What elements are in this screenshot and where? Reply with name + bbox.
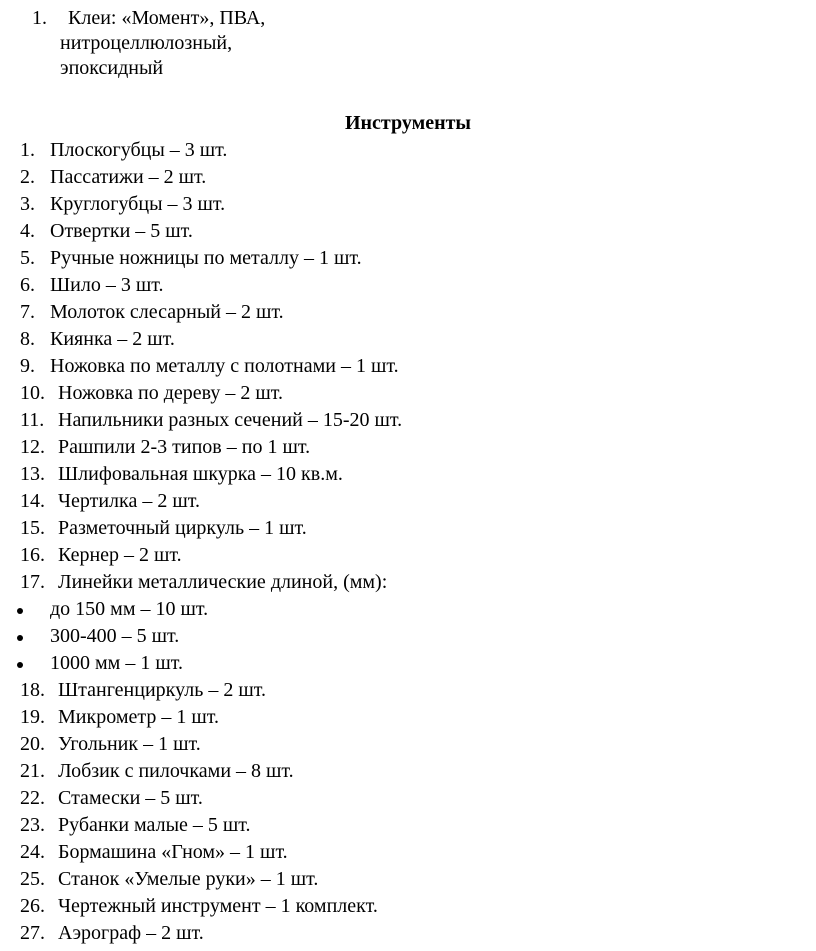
- glue-text: нитроцеллюлозный,: [60, 32, 233, 54]
- list-item-text: Шлифовальная шкурка – 10 кв.м.: [58, 463, 343, 485]
- list-number: 27.: [20, 922, 45, 944]
- list-item-text: Шило – 3 шт.: [50, 274, 164, 296]
- list-item-text: Разметочный циркуль – 1 шт.: [58, 517, 307, 539]
- list-number: 5.: [20, 247, 35, 269]
- list-item-text: Плоскогубцы – 3 шт.: [50, 139, 228, 161]
- list-item-text: 1000 мм – 1 шт.: [50, 652, 183, 674]
- list-number: 3.: [20, 193, 35, 215]
- list-number: 7.: [20, 301, 35, 323]
- glue-text: эпоксидный: [60, 57, 164, 79]
- list-item-text: Ножовка по металлу с полотнами – 1 шт.: [50, 355, 399, 377]
- list-number: 6.: [20, 274, 35, 296]
- list-item-text: Чертежный инструмент – 1 комплект.: [58, 895, 378, 917]
- list-number: 19.: [20, 706, 45, 728]
- list-item-text: Штангенциркуль – 2 шт.: [58, 679, 266, 701]
- list-number: 4.: [20, 220, 35, 242]
- list-number: 25.: [20, 868, 45, 890]
- list-number: 17.: [20, 571, 45, 593]
- list-item-text: Угольник – 1 шт.: [58, 733, 201, 755]
- list-item-text: Напильники разных сечений – 15-20 шт.: [58, 409, 403, 431]
- list-item-text: Чертилка – 2 шт.: [58, 490, 200, 512]
- list-item-text: Бормашина «Гном» – 1 шт.: [58, 841, 288, 863]
- glue-text: Клеи: «Момент», ПВА,: [68, 7, 266, 29]
- list-item-text: Лобзик с пилочками – 8 шт.: [58, 760, 294, 782]
- list-number: 1.: [20, 139, 35, 161]
- list-item-text: Стамески – 5 шт.: [58, 787, 203, 809]
- list-item-text: Пассатижи – 2 шт.: [50, 166, 207, 188]
- list-item-text: Микрометр – 1 шт.: [58, 706, 219, 728]
- list-number: 13.: [20, 463, 45, 485]
- list-number: 11.: [20, 409, 45, 431]
- list-item-text: Станок «Умелые руки» – 1 шт.: [58, 868, 319, 890]
- list-number: 2.: [20, 166, 35, 188]
- list-number: 23.: [20, 814, 45, 836]
- list-item-text: Ручные ножницы по металлу – 1 шт.: [50, 247, 362, 269]
- list-item-text: Отвертки – 5 шт.: [50, 220, 193, 242]
- list-number: 26.: [20, 895, 45, 917]
- list-item-text: Рашпили 2-3 типов – по 1 шт.: [58, 436, 311, 458]
- list-item-text: 300-400 – 5 шт.: [50, 625, 180, 647]
- list-item-text: Линейки металлические длиной, (мм):: [58, 571, 388, 593]
- list-number: 18.: [20, 679, 45, 701]
- bullet-icon: [17, 662, 23, 668]
- list-number: 10.: [20, 382, 45, 404]
- list-number: 15.: [20, 517, 45, 539]
- list-number: 1.: [32, 7, 47, 29]
- list-item-text: Ножовка по дереву – 2 шт.: [58, 382, 284, 404]
- list-number: 21.: [20, 760, 45, 782]
- list-item-text: до 150 мм – 10 шт.: [50, 598, 209, 620]
- list-number: 8.: [20, 328, 35, 350]
- list-number: 24.: [20, 841, 45, 863]
- list-item-text: Аэрограф – 2 шт.: [58, 922, 204, 944]
- list-item-text: Молоток слесарный – 2 шт.: [50, 301, 284, 323]
- bullet-icon: [17, 635, 23, 641]
- list-item-text: Круглогубцы – 3 шт.: [50, 193, 226, 215]
- list-number: 14.: [20, 490, 45, 512]
- list-item-text: Киянка – 2 шт.: [50, 328, 175, 350]
- list-number: 12.: [20, 436, 45, 458]
- list-number: 16.: [20, 544, 45, 566]
- list-item-text: Рубанки малые – 5 шт.: [58, 814, 251, 836]
- list-number: 9.: [20, 355, 35, 377]
- bullet-icon: [17, 608, 23, 614]
- list-number: 20.: [20, 733, 45, 755]
- list-number: 22.: [20, 787, 45, 809]
- section-title: Инструменты: [344, 112, 472, 134]
- list-item-text: Кернер – 2 шт.: [58, 544, 182, 566]
